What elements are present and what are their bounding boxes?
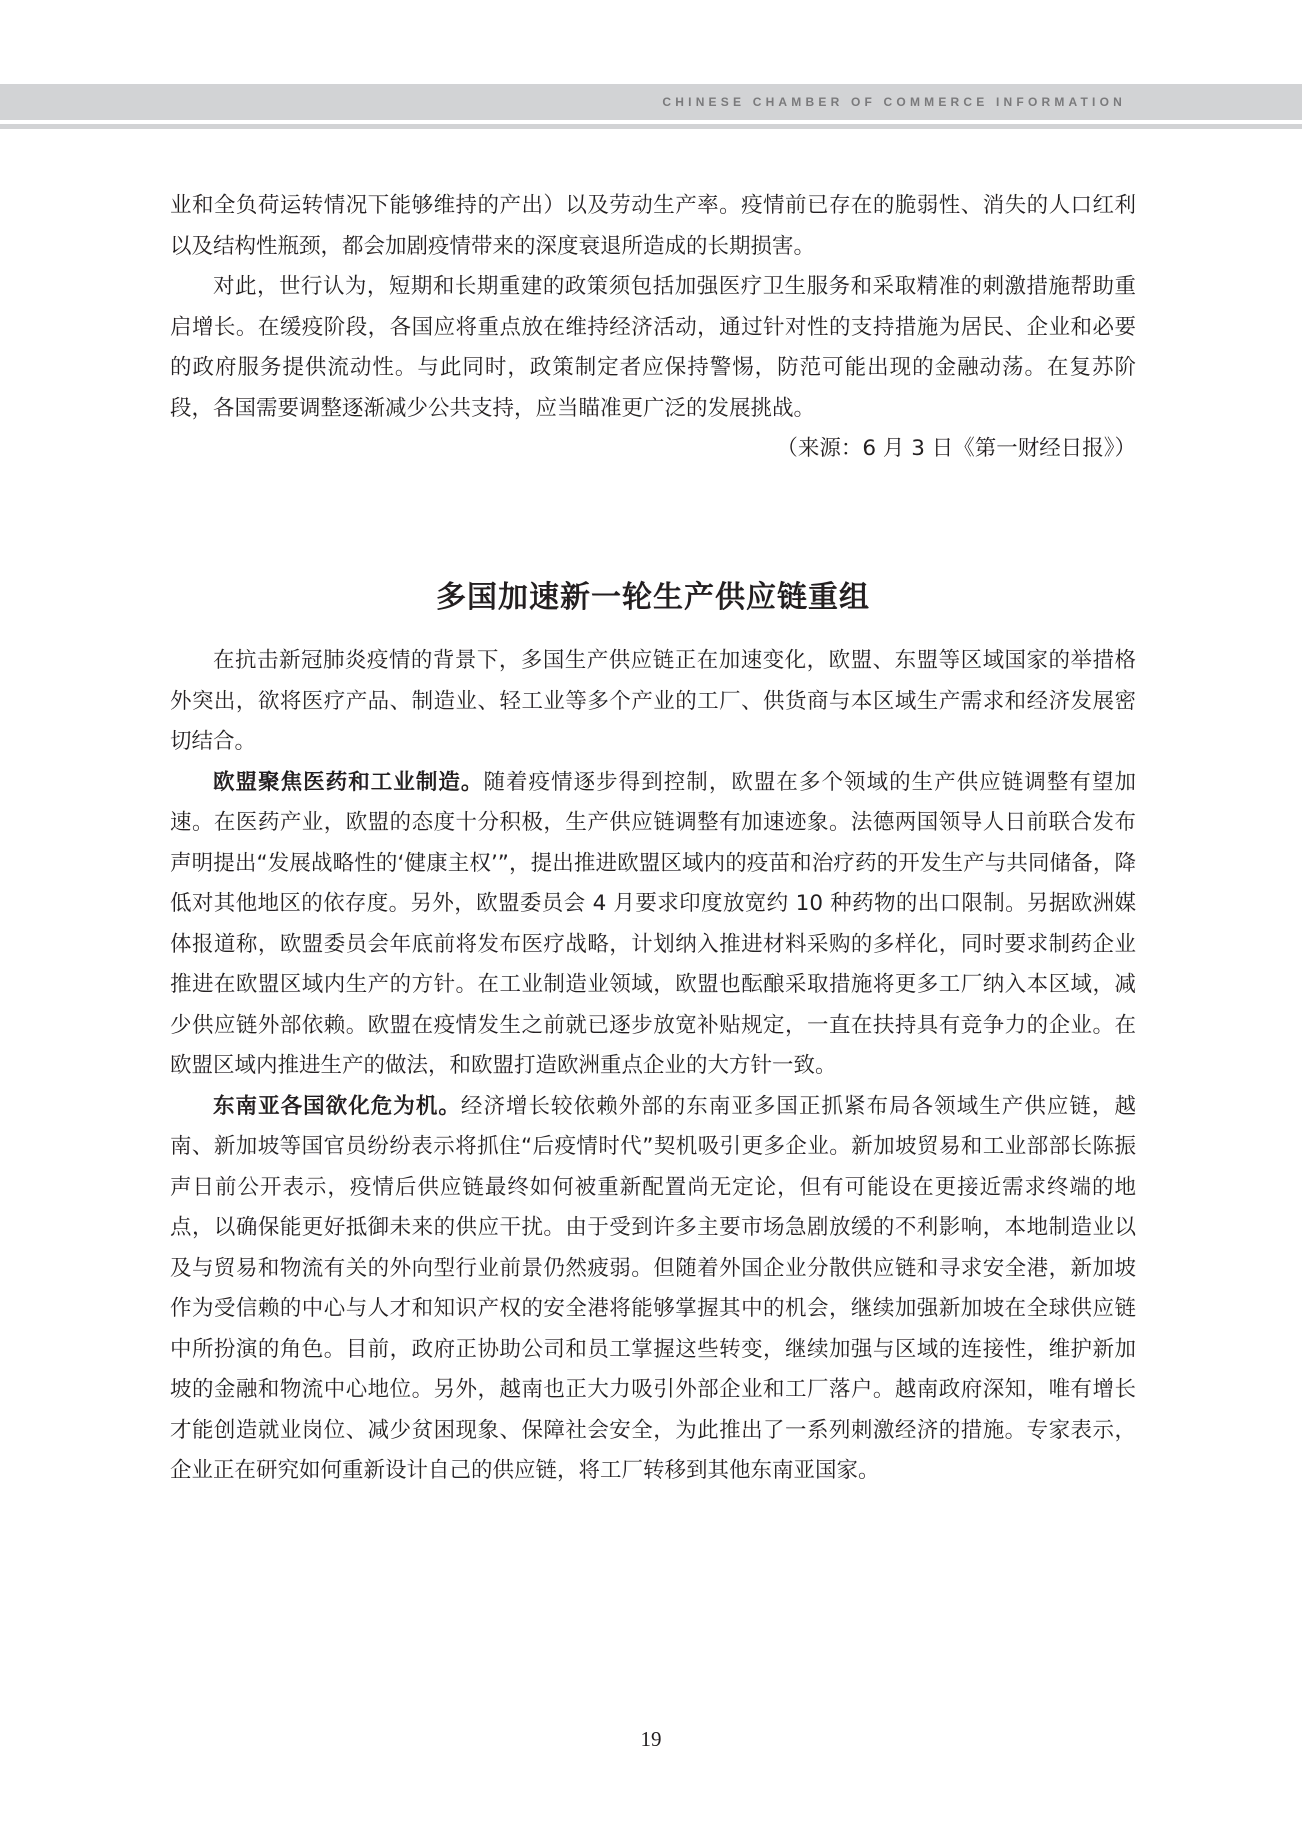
running-title: CHINESE CHAMBER OF COMMERCE INFORMATION (662, 95, 1126, 109)
section-sea-lead: 东南亚各国欲化危为机。 (213, 1093, 461, 1119)
article-body (170, 641, 1136, 1492)
previous-article-continuation (170, 186, 1136, 470)
paragraph (170, 267, 1136, 461)
section-sea-paragraph (170, 1087, 1136, 1492)
header-rule (0, 124, 1302, 129)
paragraph-text: 对此，世行认为，短期和长期重建的政策须包括加强医疗卫生服务和采取精准的刺激措施帮助重启增长。在缓疫阶段，各国应将重点放在维持经济活动，通过针对性的支持措施为居民、企业和必要的政府服务提供流动性。与此同时，政策制定者应保持警惕，防范可能出现的金融动荡。在复苏阶段，各国需要调整逐渐减少公共支持，应当瞄准更广泛的发展挑战。 (170, 274, 1136, 421)
paragraph: 业和全负荷运转情况下能够维持的产出）以及劳动生产率。疫情前已存在的脆弱性、消失的人口红利以及结构性瓶颈，都会加剧疫情带来的深度衰退所造成的长期损害。 (170, 193, 1136, 259)
article-title: 多国加速新一轮生产供应链重组 (436, 580, 870, 615)
section-eu-paragraph (170, 763, 1136, 1087)
page-number: 19 (640, 1727, 662, 1751)
source-citation: （来源：6 月 3 日《第一财经日报》） (776, 436, 1136, 461)
section-eu-body: 随着疫情逐步得到控制，欧盟在多个领域的生产供应链调整有望加速。在医药产业，欧盟的态度十分积极，生产供应链调整有加速迹象。法德两国领导人日前联合发布声明提出“发展战略性的‘健康主权’”，提出推进欧盟区域内的疫苗和治疗药的开发生产与共同储备，降低对其他地区的依存度。另外，欧盟委员会 4 月要求印度放宽约 10 种药物的出口限制。另据欧洲媒体报道称，欧盟委员会年底前将发布医疗战略，计划纳入推进材料采购的多样化，同时要求制药企业推进在欧盟区域内生产的方针。在工业制造业领域，欧盟也酝酿采取措施将更多工厂纳入本区域，减少供应链外部依赖。欧盟在疫情发生之前就已逐步放宽补贴规定，一直在扶持具有竞争力的企业。在欧盟区域内推进生产的做法，和欧盟打造欧洲重点企业的大方针一致。 (170, 769, 1136, 1078)
article-title-wrap (170, 572, 1136, 616)
intro-paragraph: 在抗击新冠肺炎疫情的背景下，多国生产供应链正在加速变化，欧盟、东盟等区域国家的举措格外突出，欲将医疗产品、制造业、轻工业等多个产业的工厂、供货商与本区域生产需求和经济发展密切结合。 (170, 648, 1136, 754)
section-eu-lead: 欧盟聚焦医药和工业制造。 (213, 769, 484, 795)
section-sea-body: 经济增长较依赖外部的东南亚多国正抓紧布局各领域生产供应链，越南、新加坡等国官员纷纷表示将抓住“后疫情时代”契机吸引更多企业。新加坡贸易和工业部部长陈振声日前公开表示，疫情后供应链最终如何被重新配置尚无定论，但有可能设在更接近需求终端的地点，以确保能更好抵御未来的供应干扰。由于受到许多主要市场急剧放缓的不利影响，本地制造业以及与贸易和物流有关的外向型行业前景仍然疲弱。但随着外国企业分散供应链和寻求安全港，新加坡作为受信赖的中心与人才和知识产权的安全港将能够掌握其中的机会，继续加强新加坡在全球供应链中所扮演的角色。目前，政府正协助公司和员工掌握这些转变，继续加强与区域的连接性，维护新加坡的金融和物流中心地位。另外，越南也正大力吸引外部企业和工厂落户。越南政府深知，唯有增长才能创造就业岗位、减少贫困现象、保障社会安全，为此推出了一系列刺激经济的措施。专家表示，企业正在研究如何重新设计自己的供应链，将工厂转移到其他东南亚国家。 (170, 1093, 1136, 1483)
